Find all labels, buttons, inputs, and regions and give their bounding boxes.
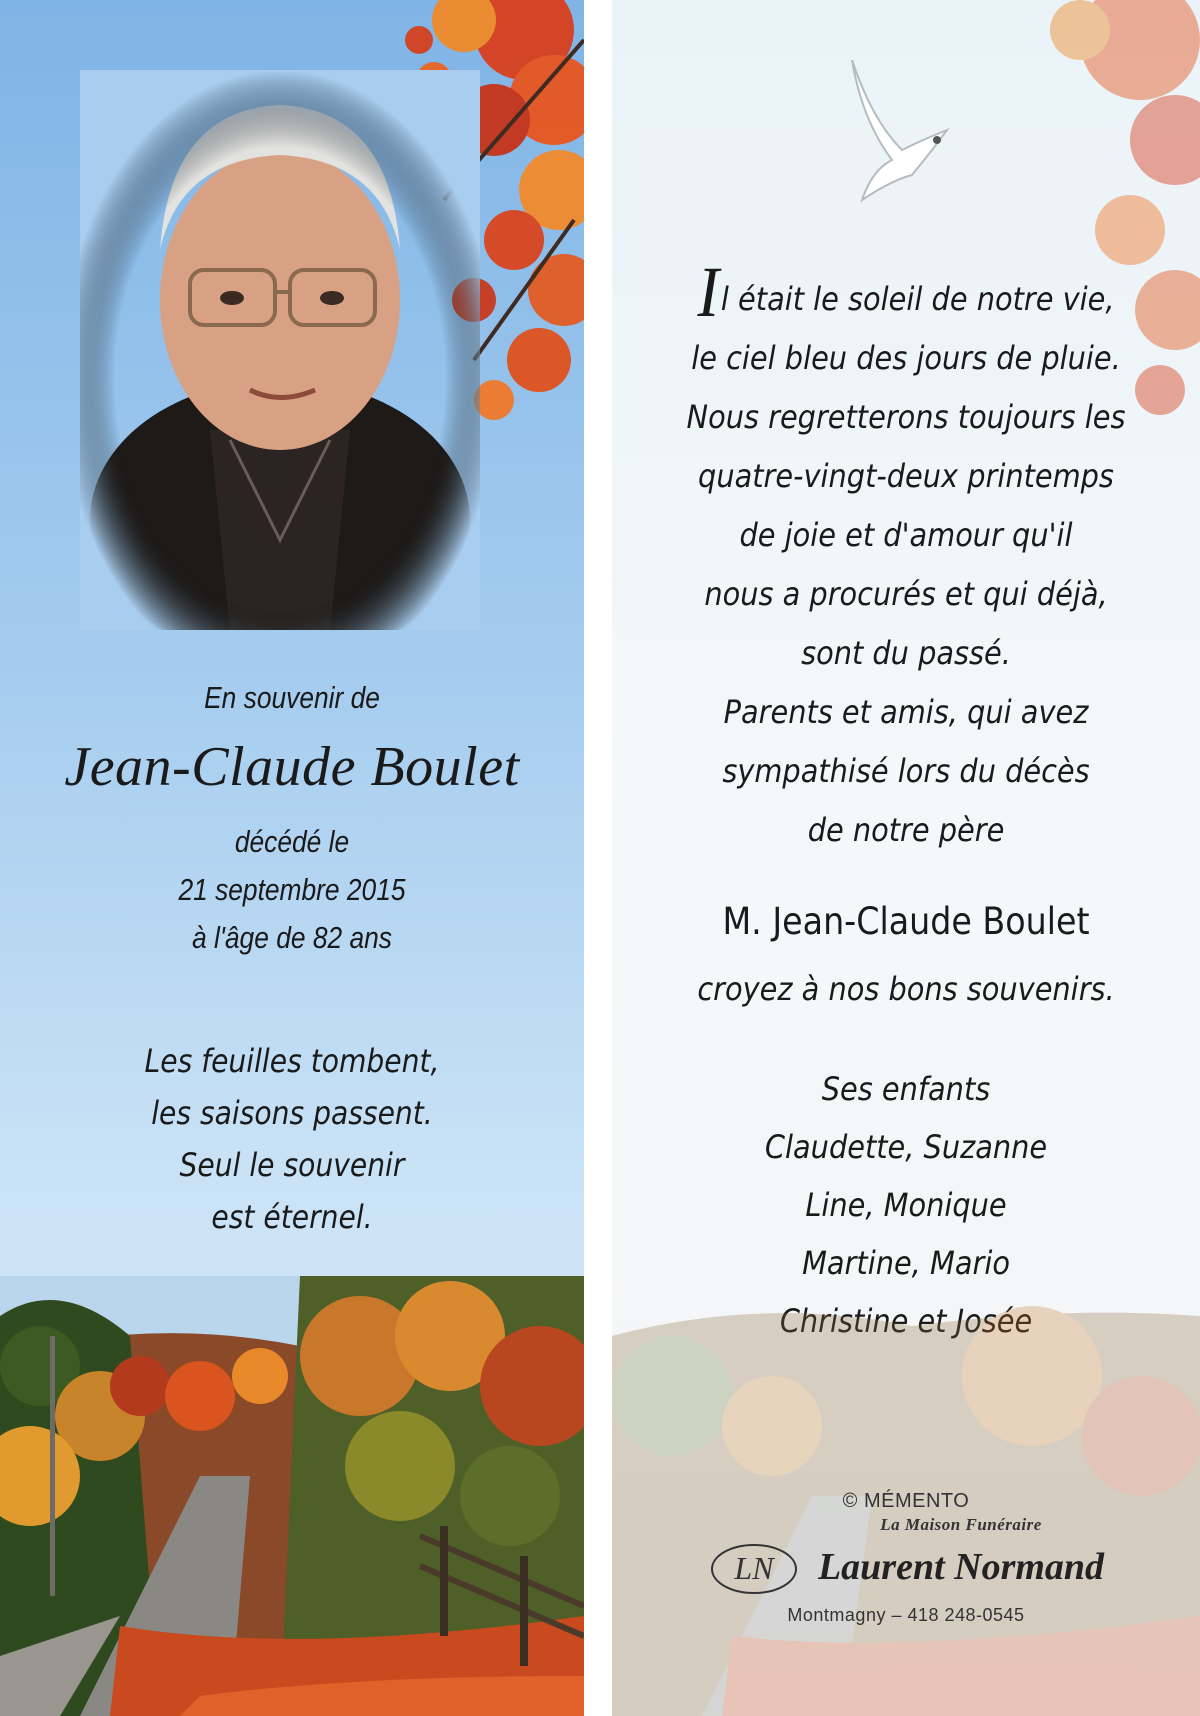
verse-line: l était le soleil de notre vie, bbox=[720, 280, 1115, 318]
autumn-road-scene bbox=[0, 1276, 584, 1716]
children-names: Christine et Josée bbox=[779, 1302, 1033, 1340]
children-names: Martine, Mario bbox=[802, 1244, 1010, 1282]
verse-line: sympathisé lors du décès bbox=[722, 752, 1090, 790]
children-names: Claudette, Suzanne bbox=[764, 1128, 1048, 1166]
verse bbox=[641, 252, 1170, 860]
children-heading: Ses enfants bbox=[821, 1070, 991, 1108]
svg-text:LN: LN bbox=[734, 1550, 774, 1586]
death-details bbox=[44, 818, 540, 962]
funeral-home-name: Laurent Normand bbox=[817, 1546, 1105, 1588]
verse-line: Nous regretterons toujours les bbox=[686, 398, 1126, 436]
poem-line: les saisons passent. bbox=[151, 1094, 433, 1132]
verse-line: sont du passé. bbox=[801, 634, 1011, 672]
bird-icon bbox=[832, 60, 962, 210]
closing-line: croyez à nos bons souvenirs. bbox=[697, 970, 1115, 1008]
right-card bbox=[612, 0, 1200, 1716]
poem bbox=[35, 1035, 549, 1243]
portrait-photo bbox=[80, 70, 480, 630]
memento-credit: © MÉMENTO bbox=[842, 1490, 970, 1512]
verse-line: de joie et d'amour qu'il bbox=[739, 516, 1073, 554]
poem-line: Les feuilles tombent, bbox=[144, 1042, 440, 1080]
contact-info: Montmagny – 418 248-0545 bbox=[787, 1605, 1025, 1625]
maison-label: La Maison Funéraire bbox=[880, 1515, 1042, 1534]
verse-first-line bbox=[641, 252, 1170, 332]
poem-line: Seul le souvenir bbox=[179, 1146, 405, 1184]
left-card bbox=[0, 0, 584, 1716]
death-age: à l'âge de 82 ans bbox=[192, 920, 392, 955]
children-names: Line, Monique bbox=[805, 1186, 1007, 1224]
death-date: 21 septembre 2015 bbox=[178, 872, 406, 907]
verse-line: quatre-vingt-deux printemps bbox=[698, 457, 1114, 495]
poem-line: est éternel. bbox=[211, 1198, 373, 1236]
funeral-home-branding bbox=[612, 1490, 1200, 1626]
verse-line: de notre père bbox=[807, 811, 1005, 849]
deceased-name: Jean-Claude Boulet bbox=[64, 736, 520, 798]
deceased-title-name: M. Jean-Claude Boulet bbox=[722, 900, 1090, 943]
drop-cap: I bbox=[697, 252, 720, 332]
verse-line: Parents et amis, qui avez bbox=[723, 693, 1089, 731]
verse-line: nous a procurés et qui déjà, bbox=[704, 575, 1108, 613]
logo-row bbox=[612, 1539, 1200, 1595]
monogram-logo bbox=[708, 1539, 800, 1595]
death-line: décédé le bbox=[234, 824, 350, 859]
souvenir-intro: En souvenir de bbox=[204, 680, 380, 715]
verse-line: le ciel bleu des jours de pluie. bbox=[691, 339, 1121, 377]
